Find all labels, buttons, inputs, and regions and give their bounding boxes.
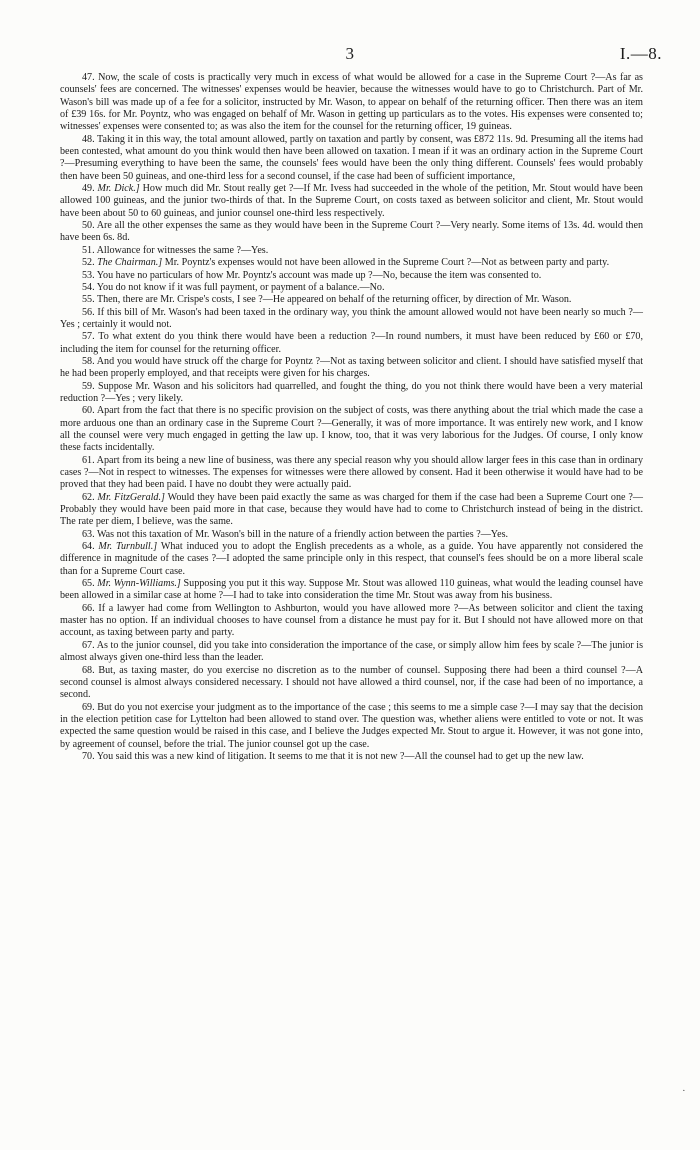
question-number: 51.: [82, 244, 95, 256]
testimony-paragraph: [60, 270, 643, 282]
question-number: 48.: [82, 133, 95, 145]
paragraph-text: Now, the scale of costs is practically very much in excess of what would be allowed for a case in the Supreme Court ?—As far as counsels' fees are concerned. The witnesses' expenses would be heavier, because the witnesses would have to go to Christchurch. Part of Mr. Wason's bill was made up of a fee for a solicitor, instructed by Mr. Wason, to appear on behalf of the returning officer. Then there was an item of £39 16s. for Mr. Poyntz, who was engaged on behalf of Mr. Wason in getting up particulars as to the votes. His expenses were consented to; witnesses' expenses were consented to; as was also the item for the counsel for the returning officer, 19 guineas.: [60, 72, 643, 133]
paragraph-text: Suppose Mr. Wason and his solicitors had quarrelled, and fought the thing, do you not think there would have been a very material reduction ?—Yes ; very likely.: [60, 380, 643, 404]
question-number: 53.: [82, 269, 95, 281]
margin-mark: ·: [682, 1085, 686, 1097]
question-number: 49.: [82, 183, 95, 195]
testimony-paragraph: [60, 257, 643, 269]
testimony-paragraph: [60, 405, 643, 454]
document-reference: I.—8.: [619, 44, 662, 63]
paragraph-text: If a lawyer had come from Wellington to Ashburton, would you have allowed more ?—As between solicitor and client the taxing master has no option. If an individual chooses to have counsel from a distance he must pay for it. But I should not have allowed more on that account, as taxing between party and party.: [60, 602, 643, 639]
question-number: 69.: [82, 701, 95, 713]
question-number: 59.: [82, 380, 95, 392]
paragraph-text: You have no particulars of how Mr. Poyntz's account was made up ?—No, because the item was consented to.: [96, 269, 542, 281]
paragraph-text: What induced you to adopt the English precedents as a whole, as a guide. You have apparently not considered the difference in magnitude of the cases ?—I adopted the same principle only in this respect, that counsel's fees should be on a more liberal scale than for a Supreme Court case.: [60, 541, 644, 577]
testimony-paragraph: [60, 183, 643, 220]
question-number: 66.: [82, 602, 95, 614]
question-number: 55.: [82, 294, 95, 306]
paragraph-text: Apart from its being a new line of business, was there any special reason why you should allow larger fees in this case than in ordinary cases ?—Not in respect to witnesses. The expenses for witnesses were there allowed by consent. Had it been otherwise it would have had to be proved that they had been paid. I have no doubt they were actually paid.: [60, 454, 643, 491]
testimony-paragraph: [60, 702, 643, 751]
paragraph-text: You do not know if it was full payment, or payment of a balance.—No.: [96, 281, 385, 293]
question-number: 60.: [82, 405, 95, 417]
speaker-label: The Chairman.]: [97, 257, 163, 269]
question-number: 64.: [82, 541, 95, 553]
question-number: 62.: [82, 491, 95, 503]
paragraph-text: How much did Mr. Stout really get ?—If Mr. Ivess had succeeded in the whole of the petition, Mr. Stout would have been allowed 100 guineas, and the junior two-thirds of that. In the Supreme Court, on costs taxed as between solicitor and client, Mr. Stout would have been about 50 to 60 guineas, and junior counsel one-third less respectively.: [60, 183, 643, 219]
paragraph-text: To what extent do you think there would have been a reduction ?—In round numbers, it must have been reduced by £60 or £70, including the item for counsel for the returning officer.: [60, 331, 643, 355]
question-number: 61.: [82, 454, 95, 466]
question-number: 70.: [82, 750, 95, 762]
testimony-paragraph: [60, 665, 643, 702]
question-number: 54.: [82, 281, 95, 293]
paragraph-text: But, as taxing master, do you exercise no discretion as to the number of counsel. Supposing there had been a third counsel ?—A second counsel is almost always considered necessary. I should not have allowed a third counsel, nor, if the case had been of no importance, a second.: [60, 664, 643, 701]
testimony-body: [60, 72, 643, 763]
testimony-paragraph: [60, 294, 643, 306]
testimony-paragraph: [60, 72, 643, 134]
question-number: 50.: [82, 220, 95, 232]
paragraph-text: As to the junior counsel, did you take into consideration the importance of the case, or simply allow him fees by scale ?—The junior is almost always given one-third less than the leader.: [60, 639, 644, 664]
speaker-label: Mr. FitzGerald.]: [97, 491, 165, 503]
paragraph-text: If this bill of Mr. Wason's had been taxed in the ordinary way, you think the amount allowed would not have been nearly so much ?—Yes ; certainly it would not.: [60, 306, 643, 330]
testimony-paragraph: [60, 492, 643, 529]
question-number: 47.: [82, 72, 95, 83]
testimony-paragraph: [60, 307, 643, 332]
speaker-label: Mr. Dick.]: [97, 183, 140, 195]
testimony-paragraph: [60, 245, 643, 257]
testimony-paragraph: [60, 529, 643, 541]
question-number: 58.: [82, 355, 95, 367]
speaker-label: Mr. Turnbull.]: [98, 541, 158, 553]
paragraph-text: You said this was a new kind of litigation. It seems to me that it is not new ?—All the counsel had to get up the new law.: [96, 750, 584, 762]
question-number: 67.: [82, 639, 95, 651]
paragraph-text: Are all the other expenses the same as they would have been in the Supreme Court ?—Very nearly. Some items of 13s. 4d. would then have been 6s. 8d.: [60, 220, 644, 244]
paragraph-text: Was not this taxation of Mr. Wason's bill in the nature of a friendly action between the parties ?—Yes.: [96, 528, 509, 540]
testimony-paragraph: [60, 455, 643, 492]
testimony-paragraph: [60, 134, 643, 183]
testimony-paragraph: [60, 541, 643, 578]
testimony-paragraph: [60, 220, 643, 245]
testimony-paragraph: [60, 331, 643, 356]
paragraph-text: Then, there are Mr. Crispe's costs, I see ?—He appeared on behalf of the returning officer, by direction of Mr. Wason.: [96, 294, 572, 306]
testimony-paragraph: [60, 356, 643, 381]
paragraph-text: Allowance for witnesses the same ?—Yes.: [96, 244, 269, 256]
paragraph-text: Taking it in this way, the total amount allowed, partly on taxation and partly by consent, was £872 11s. 9d. Presuming all the items had been contested, what amount do you think would then have been allowed on taxation. I mean if it was an ordinary action in the Supreme Court ?—Presuming everything to have been the same, the counsels' fees would have been the only thing different. Counsels' fees would probably then have been 50 guineas, and one-third less for a second counsel, if the case had been of sufficient importance,: [60, 133, 643, 182]
question-number: 57.: [82, 331, 95, 343]
question-number: 65.: [82, 578, 95, 590]
testimony-paragraph: [60, 751, 643, 763]
paragraph-text: And you would have struck off the charge for Poyntz ?—Not as taxing between solicitor and client. I should have satisfied myself that he had been properly employed, and that receipts were given for his charges.: [60, 355, 644, 380]
paragraph-text: Mr. Poyntz's expenses would not have been allowed in the Supreme Court ?—Not as between party and party.: [164, 257, 610, 269]
paragraph-text: Supposing you put it this way. Suppose Mr. Stout was allowed 110 guineas, what would the leading counsel have been allowed in a similar case at home ?—I had to take into consideration the time Mr. Stout was away from his business.: [60, 578, 644, 602]
question-number: 56.: [82, 306, 95, 318]
paragraph-text: Apart from the fact that there is no specific provision on the subject of costs, was there anything about the trial which made the case a more arduous one than an ordinary case in the Supreme Court ?—Generally, it was of more importance. It was entirely new work, and I know all the counsel were very much engaged in getting the law up. I know, too, that it was very laborious for the Judges. Of course, I only know these facts incidentally.: [60, 405, 643, 454]
paragraph-text: Would they have been paid exactly the same as was charged for them if the case had been a Supreme Court one ?—Probably they would have been paid more in that case, because they would have had to come to Christchurch instead of being in the district. The rate per diem, I believe, was the same.: [60, 491, 643, 528]
question-number: 52.: [82, 257, 95, 269]
speaker-label: Mr. Wynn-Williams.]: [97, 578, 181, 590]
question-number: 63.: [82, 528, 95, 540]
testimony-paragraph: [60, 381, 643, 406]
testimony-paragraph: [60, 578, 643, 603]
question-number: 68.: [82, 664, 95, 676]
testimony-paragraph: [60, 282, 643, 294]
testimony-paragraph: [60, 603, 643, 640]
testimony-paragraph: [60, 640, 643, 665]
page-number: 3: [345, 44, 355, 63]
paragraph-text: But do you not exercise your judgment as to the importance of the case ; this seems to me a simple case ?—I may say that the decision in the election petition case for Lyttelton had been allowed to stand over. The question was, whether aliens were entitled to vote or not. It was expected the same question would be raised in this case, and I believe the Judges expected Mr. Stout to argue it. However, it was not gone into, by agreement of counsel, before the trial. The junior counsel got up the case.: [60, 701, 643, 750]
